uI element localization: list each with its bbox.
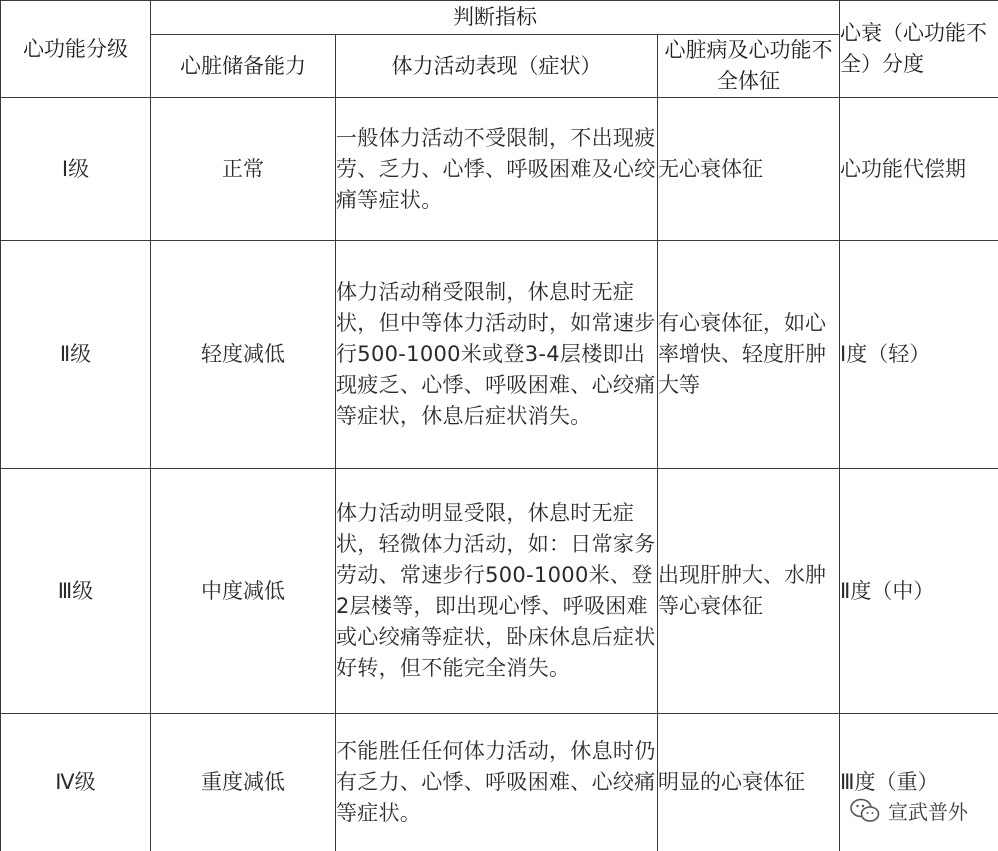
reserve-cell: 正常 [151,98,336,241]
table-row [1,241,998,469]
signs-cell: 有心衰体征，如心率增快、轻度肝肿大等 [658,241,840,469]
watermark [850,796,968,825]
signs-cell: 明显的心衰体征 [658,714,840,851]
table-row [1,714,998,851]
activity-cell: 一般体力活动不受限制，不出现疲劳、乏力、心悸、呼吸困难及心绞痛等症状。 [336,98,658,241]
stage-cell: Ⅲ度（重） [840,714,998,851]
grade-cell: Ⅰ级 [1,98,151,241]
watermark-text: 宣武普外 [888,800,968,824]
wechat-icon [850,798,880,824]
stage-cell: 心功能代偿期 [840,98,998,241]
header-reserve: 心脏储备能力 [151,35,336,98]
header-activity: 体力活动表现（症状） [336,35,658,98]
stage-cell: Ⅰ度（轻） [840,241,998,469]
header-signs: 心脏病及心功能不全体征 [658,35,840,98]
activity-cell: 不能胜任任何体力活动，休息时仍有乏力、心悸、呼吸困难、心绞痛等症状。 [336,714,658,851]
reserve-cell: 中度减低 [151,469,336,714]
activity-cell: 体力活动明显受限，休息时无症状，轻微体力活动，如：日常家务劳动、常速步行500-1000米、登2层楼等，即出现心悸、呼吸困难或心绞痛等症状，卧床休息后症状好转，但不能完全消失。 [336,469,658,714]
grade-cell: Ⅳ级 [1,714,151,851]
header-stage: 心衰（心功能不全）分度 [840,1,998,98]
header-grade: 心功能分级 [1,1,151,98]
activity-cell: 体力活动稍受限制，休息时无症状，但中等体力活动时，如常速步行500-1000米或登3-4层楼即出现疲乏、心悸、呼吸困难、心绞痛等症状，休息后症状消失。 [336,241,658,469]
grade-cell: Ⅱ级 [1,241,151,469]
header-criteria-group: 判断指标 [151,1,840,35]
grade-cell: Ⅲ级 [1,469,151,714]
table-row [1,98,998,241]
reserve-cell: 轻度减低 [151,241,336,469]
stage-cell: Ⅱ度（中） [840,469,998,714]
signs-cell: 无心衰体征 [658,98,840,241]
reserve-cell: 重度减低 [151,714,336,851]
signs-cell: 出现肝肿大、水肿等心衰体征 [658,469,840,714]
table-row [1,469,998,714]
